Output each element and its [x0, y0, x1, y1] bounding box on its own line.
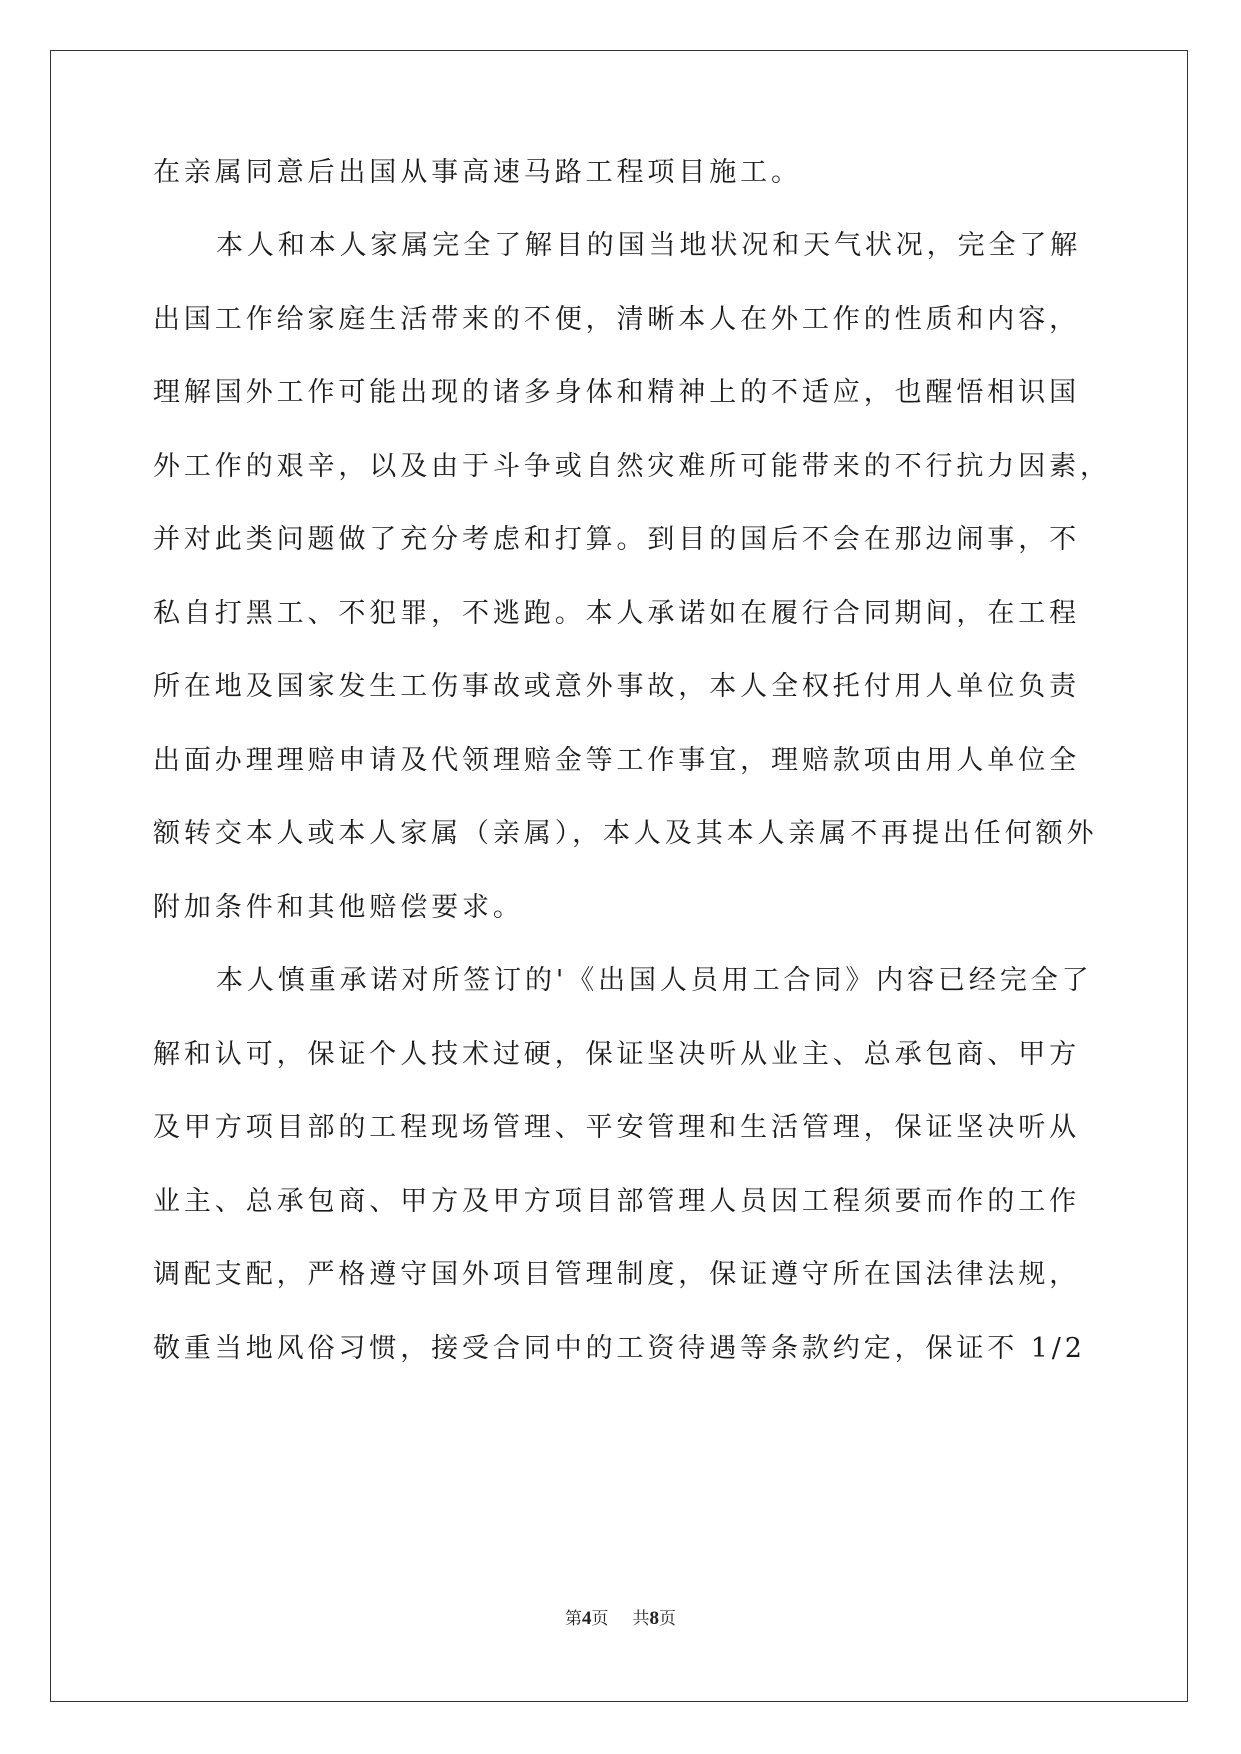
total-pages: 8 — [649, 1608, 659, 1629]
body-text-line: 在亲属同意后出国从事高速马路工程项目施工。 — [153, 157, 802, 188]
total-prefix: 共 — [632, 1609, 650, 1629]
body-text-line: 解和认可，保证个人技术过硬，保证坚决听从业主、总承包商、甲方 — [153, 1039, 1080, 1070]
body-text-line: 并对此类问题做了充分考虑和打算。到目的国后不会在那边闹事，不 — [153, 524, 1080, 555]
body-text-line: 及甲方项目部的工程现场管理、平安管理和生活管理，保证坚决听从 — [153, 1112, 1080, 1143]
page-number: 4 — [582, 1608, 592, 1629]
body-text-line: 外工作的艰辛，以及由于斗争或自然灾难所可能带来的不行抗力因素， — [153, 451, 1111, 482]
body-text-line: 额转交本人或本人家属（亲属），本人及其本人亲属不再提出任何额外 — [153, 818, 1098, 849]
body-text-line: 本人和本人家属完全了解目的国当地状况和天气状况，完全了解 — [216, 230, 1082, 261]
body-text-line: 所在地及国家发生工伤事故或意外事故，本人全权托付用人单位负责 — [153, 671, 1080, 702]
body-text-line: 本人慎重承诺对所签订的'《出国人员用工合同》内容已经完全了 — [216, 965, 1093, 996]
body-text-line: 出面办理理赔申请及代领理赔金等工作事宜，理赔款项由用人单位全 — [153, 745, 1080, 776]
body-text-line: 附加条件和其他赔偿要求。 — [153, 892, 524, 923]
page-unit: 页 — [591, 1609, 609, 1629]
body-text-line: 调配支配，严格遵守国外项目管理制度，保证遵守所在国法律法规， — [153, 1259, 1080, 1290]
total-unit: 页 — [659, 1609, 676, 1629]
body-text-line: 出国工作给家庭生活带来的不便，清晰本人在外工作的性质和内容， — [153, 304, 1080, 335]
body-text-line: 业主、总承包商、甲方及甲方项目部管理人员因工程须要而作的工作 — [153, 1186, 1080, 1217]
page-footer — [0, 1608, 1241, 1630]
body-text-line: 私自打黑工、不犯罪，不逃跑。本人承诺如在履行合同期间，在工程 — [153, 598, 1080, 629]
body-text-line: 理解国外工作可能出现的诸多身体和精神上的不适应，也醒悟相识国 — [153, 377, 1080, 408]
body-text-line: 敬重当地风俗习惯，接受合同中的工资待遇等条款约定，保证不 1/2 — [153, 1333, 1086, 1364]
page-border — [50, 50, 1188, 1702]
page-prefix: 第 — [565, 1609, 582, 1629]
